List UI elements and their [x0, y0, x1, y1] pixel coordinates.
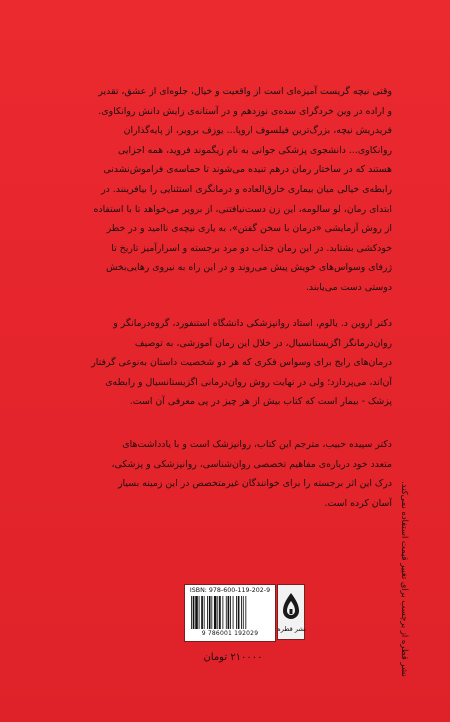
barcode-icon	[190, 596, 270, 629]
isbn-barcode-block	[184, 584, 276, 642]
text-line: از روش آزمایشی «درمان با سخن گفتن»، به یاری نیچه‌ی ناامید و در خطر	[106, 223, 392, 235]
text-line: فریدریش نیچه، بزرگ‌ترین فیلسوف اروپا... یوزف برویر، از پایه‌گذاران	[123, 125, 392, 137]
text-line: وقتی نیچه گریست آمیزه‌ای است از واقعیت و خیال، جلوه‌ای از عشق، تقدیر	[98, 86, 392, 97]
text-line: درک این اثر برجسته را برای خوانندگان غیرمتخصص در این زمینه بسیار	[118, 478, 392, 490]
text-line: آسان کرده است.	[324, 497, 392, 509]
isbn-label: ISBN: 978-600-119-202-9	[189, 587, 271, 594]
translator-paragraph	[90, 435, 392, 513]
text-line: خودکشی بشتابد. در این رمان جذاب دو مرد برجسته و اسرارآمیز تاریخ تا	[111, 242, 392, 254]
text-line: دکتر سپیده حبیب، مترجم این کتاب، روانپزشک است و با یادداشت‌های	[122, 439, 392, 450]
text-line: روانکاوی... دانشجوی پزشکی جوانی به نام زیگموند فروید، همه اجزایی	[118, 144, 392, 156]
publisher-logo-icon	[281, 592, 301, 622]
text-line: دوستی دست می‌یابند.	[305, 281, 392, 293]
author-paragraph	[90, 314, 392, 412]
text-line: ابتدای رمان، لو سالومه، این زن دست‌نیافتنی، از برویر می‌خواهد تا با استفاده	[93, 203, 392, 215]
synopsis-paragraph	[90, 82, 392, 298]
text-line: و اراده در وین خردگرای سده‌ی نوزدهم و در آستانه‌ی زایش دانش روانکاوی.	[98, 105, 392, 117]
text-line: روان‌درمانگر اگزیستانسیال، در خلال این رمان آموزشی، به توصیف	[134, 337, 392, 349]
price: ۲۱۰۰۰۰ تومان	[203, 652, 263, 663]
barcode-digits: 9 786001 192029	[201, 630, 259, 637]
publisher-name: نشر قطره	[277, 625, 306, 633]
text-line: ژرفای وسواس‌های خویش پیش می‌روند و در این راه به نیروی رهایی‌بخش	[105, 262, 392, 274]
text-line: متعدد خود درباره‌ی مفاهیم تخصصی روان‌شناسی، روانپزشکی و پزشکی،	[111, 458, 392, 470]
publisher-logo	[277, 584, 305, 640]
text-line: آن‌اند، می‌پردازد؛ ولی در نهایت روش روان‌درمانی اگزیستانسیال و رابطه‌ی	[105, 376, 392, 388]
text-line: رابطه‌ی خیالی میان بیماری خارق‌العاده و درمانگری استثنایی را بیافرینند. در	[101, 183, 392, 195]
text-line: درمان‌های رایج برای وسواس فکری که هر دو شخصیت داستان به‌نوعی گرفتار	[91, 357, 392, 369]
text-line: دکتر اروین د. یالوم، استاد روانپزشکی دانشگاه استنفورد، گروه‌درمانگر و	[113, 318, 392, 329]
price-sticker-note: نشر قطره از برچسب برای تغییر قیمت استفاده نمی‌کند.	[400, 481, 410, 677]
text-line: پزشک - بیمار است که کتاب بیش از هر چیز در پی معرفی آن است.	[129, 396, 392, 408]
text-line: هستند که در ساختار رمان درهم تنیده می‌شوند تا حماسه‌ی فراموش‌نشدنی	[103, 164, 392, 176]
